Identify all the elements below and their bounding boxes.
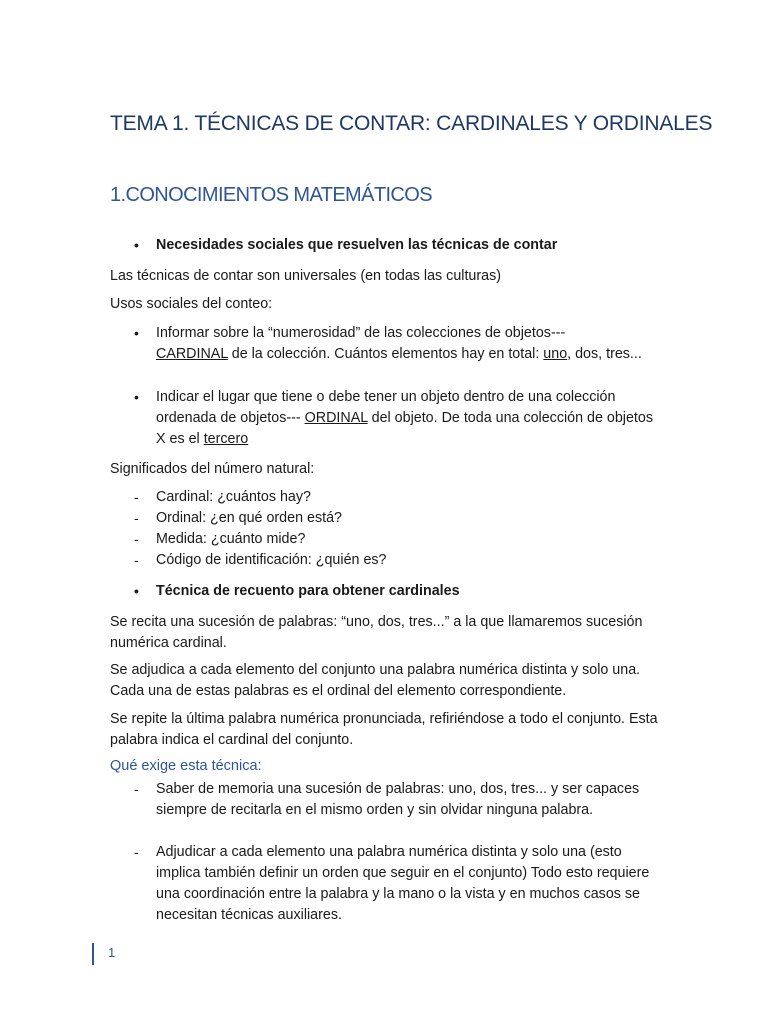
section-heading: 1.CONOCIMIENTOS MATEMÁTICOS	[110, 184, 432, 206]
document-title: TEMA 1. TÉCNICAS DE CONTAR: CARDINALES Y ORDINALES	[110, 112, 713, 135]
paragraph-recita: Se recita una sucesión de palabras: “uno, dos, tres...” a la que llamaremos sucesión numérica cardinal.	[110, 614, 643, 651]
underlined-uno: uno	[543, 346, 568, 362]
subheading-exige: Qué exige esta técnica:	[110, 758, 262, 774]
underlined-ordinal: ORDINAL	[304, 410, 368, 426]
bullet-dash: -	[134, 552, 139, 568]
underlined-tercero: tercero	[203, 431, 249, 447]
bullet-dash: -	[134, 844, 139, 860]
bullet-dot: •	[134, 237, 139, 253]
page-number: 1	[108, 945, 116, 960]
label-significados: Significados del número natural:	[110, 461, 315, 477]
page-number-bar	[92, 943, 94, 965]
paragraph-adjudica: Se adjudica a cada elemento del conjunto una palabra numérica distinta y solo una. Cada una de estas palabras es el ordinal del elemento correspondiente.	[110, 662, 641, 699]
paragraph-repite: Se repite la última palabra numérica pronunciada, refiriéndose a todo el conjunto. Esta palabra indica el cardinal del conjunto.	[110, 711, 658, 748]
bullet-dash: -	[134, 531, 139, 547]
bullet-dot: •	[134, 583, 139, 599]
bullet-dash: -	[134, 781, 139, 797]
bullet-dot: •	[134, 325, 139, 341]
bullet-dot: •	[134, 389, 139, 405]
label-usos: Usos sociales del conteo:	[110, 296, 273, 312]
bullet-dash: -	[134, 510, 139, 526]
paragraph-universal: Las técnicas de contar son universales (en todas las culturas)	[110, 268, 501, 284]
document-page: TEMA 1. TÉCNICAS DE CONTAR: CARDINALES Y ORDINALES 1.CONOCIMIENTOS MATEMÁTICOS • Necesidades sociales que resuelven las técnicas de contar Las técnicas de contar son universales (en todas las culturas) Usos sociales del conteo: • Informar sobre la “numerosidad” de las colecciones de objetos--- CARDINAL de la colección. Cuántos elementos hay en total: uno, dos, tres... • Indicar el lugar que tiene o debe tener un objeto dentro de una colección ordenada de objetos--- ORDINAL del objeto. De toda una colección de objetos X es el tercero Significados del número natural: - Cardinal: ¿cuántos hay? - Ordinal: ¿en qué orden está? - Medida: ¿cuánto mide? - Código de identificación: ¿quién es? • Técnica de recuento para obtener cardinales Se recita una sucesión de palabras: “uno, dos, tres...” a la que llamaremos sucesión numérica cardinal. Se adjudica a cada elemento del conjunto una palabra numérica distinta y solo una. Cada una de estas palabras es el ordinal del elemento correspondiente. Se repite la última palabra numérica pronunciada, refiriéndose a todo el conjunto. Esta palabra indica el cardinal del conjunto. Qué exige esta técnica: - Saber de memoria una sucesión de palabras: uno, dos, tres... y ser capaces siempre de recitarla en el mismo orden y sin olvidar ninguna palabra. - Adjudicar a cada elemento una palabra numérica distinta y solo una (esto implica también definir un orden que seguir en el conjunto) Todo esto requiere una coordinación entre la palabra y la mano o la vista y en muchos casos se necesitan técnicas auxiliares. 1	[0, 0, 768, 1024]
bullet-dash: -	[134, 489, 139, 505]
underlined-cardinal: CARDINAL	[156, 346, 228, 362]
